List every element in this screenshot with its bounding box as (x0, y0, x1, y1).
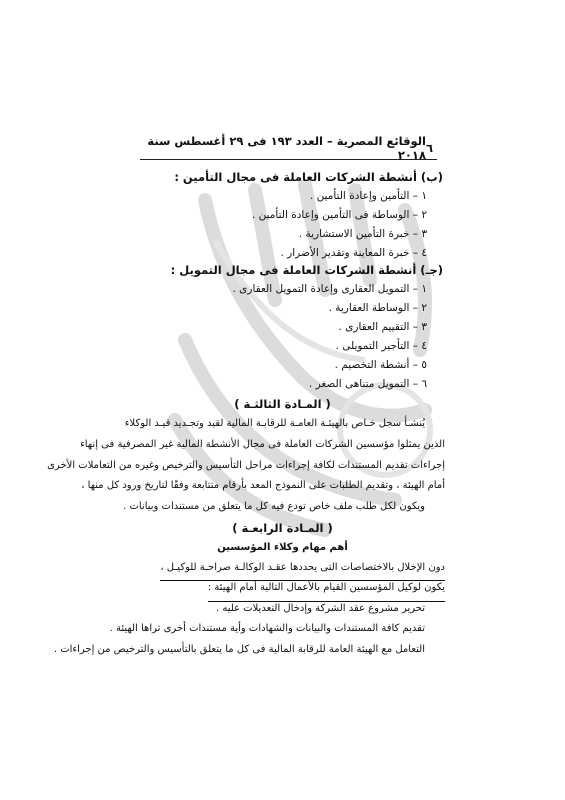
list-item: ١ – التأمين وإعادة التأمين . (309, 190, 427, 202)
list-item: ٣ – التقييم العقارى . (338, 321, 427, 333)
header-rule (140, 159, 437, 160)
list-item: ٢ – الوساطة العقارية . (328, 302, 427, 314)
list-item: ٢ – الوساطة فى التأمين وإعادة التأمين . (251, 209, 427, 221)
paragraph-line: يُنشـأ سجل خـاص بالهيئـة العامـة للرقابـة المالية لقيد وتجـديد قيـد الوكلاء (124, 418, 425, 429)
task-line: تحرير مشروع عقد الشركة وإدخال التعديلات عليه . (215, 602, 425, 614)
paragraph-line: الذين يمثلوا مؤسسين الشركات العاملة فى مجال الأنشطة المالية غير المصرفية فى إنهاء (80, 438, 445, 450)
page-content (47, 170, 445, 660)
task-line: التعامل مع الهيئة العامة للرقابة المالية فى كل ما يتعلق بالتأسيس والترخيص من إجراءات . (53, 643, 425, 655)
list-item: ٤ – خبرة المعاينة وتقدير الأضرار . (280, 247, 427, 259)
article-4-body (53, 558, 445, 661)
list-item: ٥ – أنشطة التخصيم . (334, 359, 427, 371)
paragraph-line: أمام الهيئة ، وتقديم الطلبات على النموذج المعد بأرقام متتابعة وفقًا لتاريخ ورود كل منها ، (81, 480, 445, 492)
page-header (145, 134, 433, 162)
paragraph-line (120, 558, 445, 579)
underlined-text: يكون لوكيل المؤسسين القيام بالأعمال التالية أمام الهيئة : (208, 578, 445, 602)
article-3-body (47, 414, 445, 518)
paragraph-line: إجراءات تقديم المستندات لكافة إجراءات مراحل التأسيس والترخيص وغيره من التعاملات الأخرى (47, 459, 445, 471)
section-b-list (120, 187, 445, 263)
article-3-title: ( المـادة الثالثـة ) (234, 397, 331, 411)
list-item: ٣ – خبرة التأمين الاستشارية . (298, 228, 427, 240)
list-item: ١ – التمويل العقارى وإعادة التمويل العقارى . (232, 283, 427, 295)
task-line: تقديم كافة المستندات والبيانات والشهادات وأية مستندات أخرى تراها الهيئة . (109, 623, 425, 635)
article-4-subtitle: أهم مهام وكلاء المؤسسين (217, 541, 348, 553)
section-b-heading: (ب) أنشطة الشركات العاملة فى مجال التأمين : (174, 170, 443, 184)
page-number: ٦ (425, 141, 433, 155)
gazette-title: الوقائع المصرية – العدد ١٩٣ فى ٢٩ أغسطس سنة ٢٠١٨ (147, 134, 426, 162)
section-c-list (120, 280, 445, 394)
paragraph-line: ويكون لكل طلب ملف خاص تودع فيه كل ما يتعلق من مستندات وبيانات . (123, 501, 425, 513)
paragraph-line (120, 578, 445, 599)
list-item: ٤ – التأجير التمويلى . (335, 340, 427, 352)
underlined-text: دون الإخلال بالاختصاصات التى يحددها عقـد الوكالـة صراحـة للوكيـل ، (160, 558, 445, 582)
section-c-heading: (جـ) أنشطة الشركات العاملة فى مجال التمويل : (170, 263, 443, 277)
article-4-title: ( المـادة الرابعـة ) (232, 520, 333, 535)
list-item: ٦ – التمويل متناهى الصغر . (308, 378, 427, 390)
